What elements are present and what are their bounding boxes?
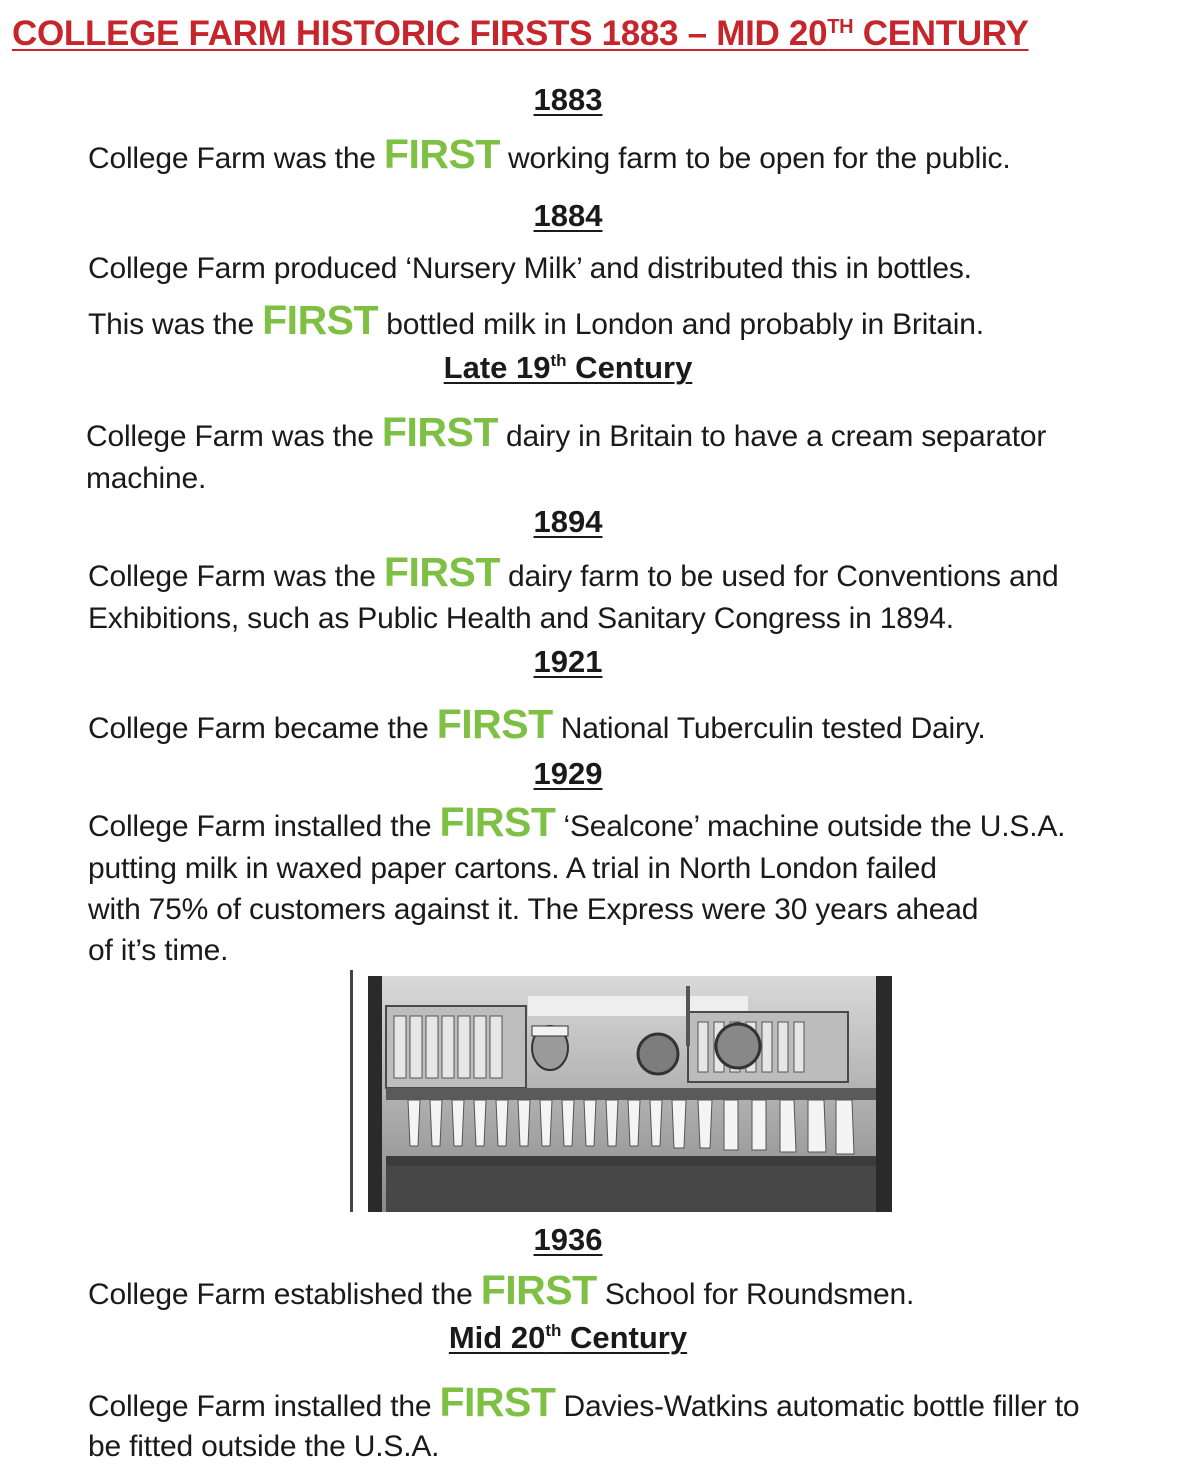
first-word: FIRST — [480, 1267, 597, 1313]
entry-1929-line-4: of it’s time. — [88, 934, 229, 967]
entry-late-19th-line-2: machine. — [86, 462, 207, 495]
heading-1884: 1884 — [533, 198, 603, 233]
entry-1884-line-1: College Farm produced ‘Nursery Milk’ and distributed this in bottles. — [88, 252, 972, 285]
title-sup: TH — [827, 16, 854, 38]
entry-1936-line-1: College Farm established the FIRST School for Roundsmen. — [88, 1267, 915, 1313]
entry-1929-line-2: putting milk in waxed paper cartons. A trial in North London failed — [88, 852, 937, 885]
first-word: FIRST — [381, 409, 498, 455]
heading-1894: 1894 — [533, 504, 603, 539]
entry-mid-20th-line-1: College Farm installed the FIRST Davies-Watkins automatic bottle filler to — [88, 1379, 1080, 1425]
entry-1883-line-1: College Farm was the FIRST working farm to be open for the public. — [88, 131, 1011, 177]
photo-left-rule — [350, 970, 353, 1212]
heading-1921: 1921 — [533, 644, 603, 679]
heading-1883: 1883 — [533, 82, 603, 117]
entry-1894-line-2: Exhibitions, such as Public Health and Sanitary Congress in 1894. — [88, 602, 954, 635]
first-word: FIRST — [439, 1379, 556, 1425]
entry-1921-line-1: College Farm became the FIRST National Tuberculin tested Dairy. — [88, 701, 986, 747]
page-title — [12, 14, 1029, 54]
first-word: FIRST — [439, 799, 556, 845]
sealcone-machine-photo — [368, 976, 892, 1212]
first-word: FIRST — [383, 549, 500, 595]
entry-1929-line-1: College Farm installed the FIRST ‘Sealcone’ machine outside the U.S.A. — [88, 799, 1066, 845]
first-word: FIRST — [383, 131, 500, 177]
title-tail: CENTURY — [853, 14, 1029, 53]
entry-1894-line-1: College Farm was the FIRST dairy farm to be used for Conventions and — [88, 549, 1059, 595]
heading-late-19th-century: Late 19th Century — [443, 350, 693, 385]
title-text: COLLEGE FARM HISTORIC FIRSTS 1883 – MID 20 — [12, 14, 828, 53]
heading-1936: 1936 — [533, 1222, 603, 1257]
entry-mid-20th-line-2: be fitted outside the U.S.A. — [88, 1430, 440, 1463]
entry-1884-line-2: This was the FIRST bottled milk in London and probably in Britain. — [88, 297, 984, 343]
entry-late-19th-line-1: College Farm was the FIRST dairy in Britain to have a cream separator — [86, 409, 1047, 455]
heading-mid-20th-century: Mid 20th Century — [448, 1320, 688, 1355]
heading-1929: 1929 — [533, 756, 603, 791]
entry-1929-line-3: with 75% of customers against it. The Express were 30 years ahead — [88, 893, 979, 926]
first-word: FIRST — [262, 297, 379, 343]
first-word: FIRST — [436, 701, 553, 747]
